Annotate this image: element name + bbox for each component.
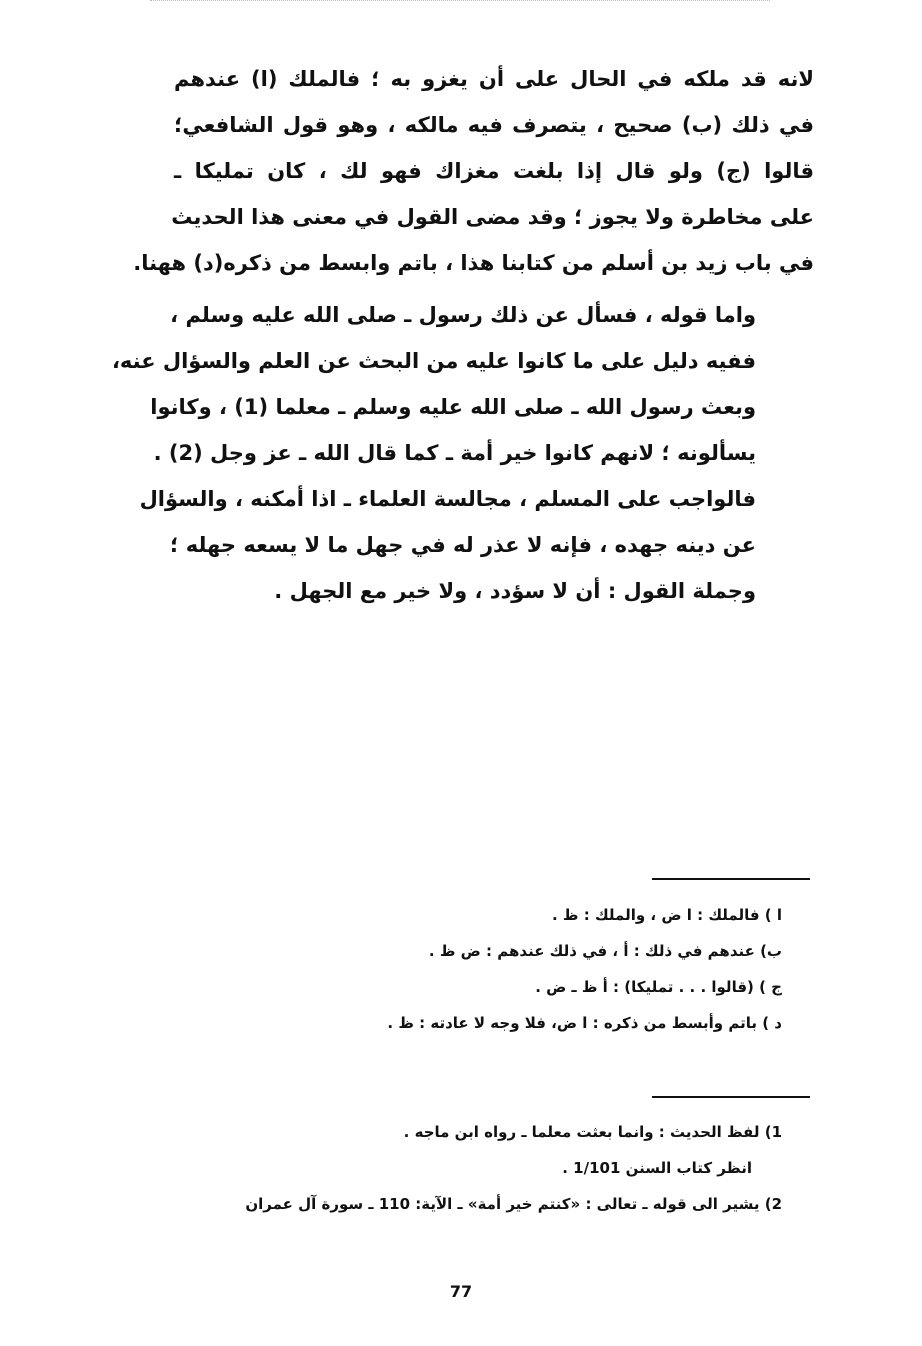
variant-notes-divider: [652, 878, 810, 880]
text-line: واما قوله ، فسأل عن ذلك رسول ـ صلى الله عليه وسلم ،: [170, 303, 756, 327]
text-line: وجملة القول : أن لا سؤدد ، ولا خير مع الجهل .: [274, 579, 756, 603]
variant-notes: [262, 897, 782, 1041]
paragraph-2: [111, 292, 814, 614]
main-text: [111, 56, 814, 614]
text-line: عن دينه جهده ، فإنه لا عذر له في جهل ما لا يسعه جهله ؛: [170, 533, 756, 557]
variant-note: ج ) (قالوا . . . تمليكا) : أ ظ ـ ض .: [535, 978, 782, 996]
footnotes: [182, 1114, 782, 1222]
text-line: ففيه دليل على ما كانوا عليه من البحث عن العلم والسؤال عنه،: [111, 349, 756, 373]
text-line: في باب زيد بن أسلم من كتابنا هذا ، باتم وابسط من ذكره(د) ههنا.: [133, 251, 814, 275]
variant-note: ا ) فالملك : ا ض ، والملك : ظ .: [552, 906, 782, 924]
text-line: يسألونه ؛ لانهم كانوا خير أمة ـ كما قال الله ـ عز وجل (2) .: [153, 441, 756, 465]
variant-note: د ) باتم وأبسط من ذكره : ا ض، فلا وجه لا عادته : ظ .: [387, 1014, 782, 1032]
text-line: لانه قد ملكه في الحال على أن يغزو به ؛ فالملك (ا) عندهم: [174, 67, 814, 91]
footnote: 2) يشير الى قوله ـ تعالى : «كنتم خير أمة» ـ الآية: 110 ـ سورة آل عمران: [245, 1195, 782, 1213]
variant-note: ب) عندهم في ذلك : أ ، في ذلك عندهم : ض ظ .: [428, 942, 782, 960]
footnote: 1) لفظ الحديث : وانما بعثت معلما ـ رواه ابن ماجه .: [403, 1123, 782, 1141]
text-line: على مخاطرة ولا يجوز ؛ وقد مضى القول في معنى هذا الحديث: [171, 205, 814, 229]
footnotes-divider: [652, 1096, 810, 1098]
text-line: فالواجب على المسلم ، مجالسة العلماء ـ اذا أمكنه ، والسؤال: [139, 487, 756, 511]
text-line: في ذلك (ب) صحيح ، يتصرف فيه مالكه ، وهو قول الشافعي؛: [174, 113, 814, 137]
text-line: وبعث رسول الله ـ صلى الله عليه وسلم ـ معلما (1) ، وكانوا: [150, 395, 756, 419]
page-number: 77: [449, 1282, 473, 1301]
page-top-edge: [150, 0, 770, 5]
footnote-continuation: انظر كتاب السنن 1/101 .: [562, 1159, 752, 1177]
text-line: قالوا (ج) ولو قال إذا بلغت مغزاك فهو لك ، كان تمليكا ـ: [174, 159, 814, 183]
paragraph-1: [133, 56, 814, 286]
